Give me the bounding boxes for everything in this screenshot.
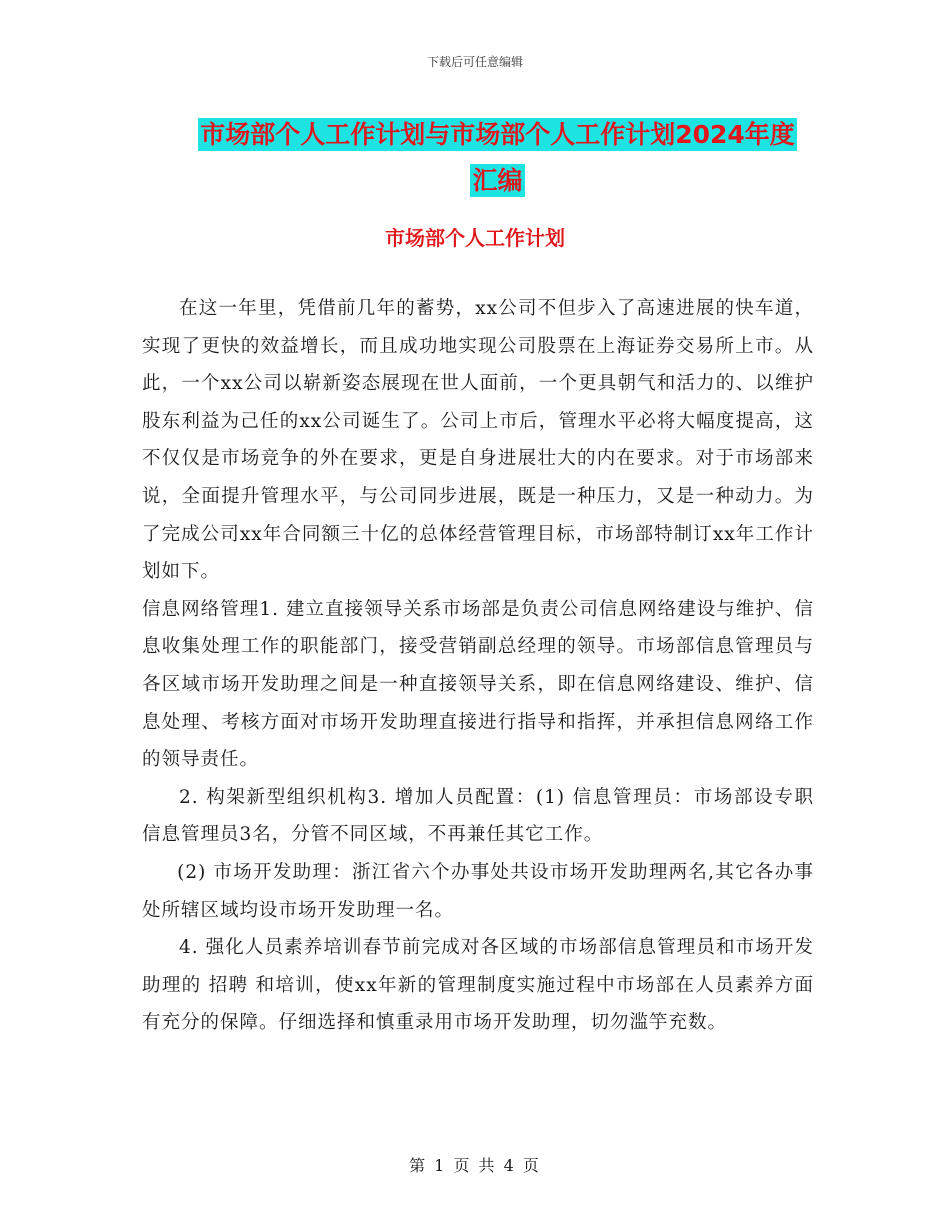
body-text (142, 290, 814, 1042)
paragraph-training: 4. 强化人员素养培训春节前完成对各区域的市场部信息管理员和市场开发助理的 招聘 和培训，使xx年新的管理制度实施过程中市场部在人员素养方面有充分的保障。仔细选择和慎重录用市场开发助理，切勿滥竽充数。 (142, 937, 814, 1034)
document-title-line1: 市场部个人工作计划与市场部个人工作计划2024年度 (200, 120, 795, 149)
paragraph-market-assistant: (2) 市场开发助理：浙江省六个办事处共设市场开发助理两名,其它各办事处所辖区域均设市场开发助理一名。 (142, 861, 814, 921)
paragraph-intro: 在这一年里，凭借前几年的蓄势，xx公司不但步入了高速进展的快车道，实现了更快的效益增长，而且成功地实现公司股票在上海证券交易所上市。从此，一个xx公司以崭新姿态展现在世人面前，一个更具朝气和活力的、以维护股东利益为己任的xx公司诞生了。公司上市后，管理水平必将大幅度提高，这不仅仅是市场竞争的外在要求，更是自身进展壮大的内在要求。对于市场部来说，全面提升管理水平，与公司同步进展，既是一种压力，又是一种动力。为了完成公司xx年合同额三十亿的总体经营管理目标，市场部特制订xx年工作计划如下。 (142, 298, 814, 583)
paragraph-org-structure: 2. 构架新型组织机构3. 增加人员配置：(1) 信息管理员：市场部设专职信息管理员3名，分管不同区域，不再兼任其它工作。 (142, 786, 814, 846)
header-note: 下载后可任意编辑 (426, 55, 523, 69)
document-title (140, 112, 855, 204)
paragraph-info-network: 信息网络管理1. 建立直接领导关系市场部是负责公司信息网络建设与维护、信息收集处理工作的职能部门，接受营销副总经理的领导。市场部信息管理员与各区域市场开发助理之间是一种直接领导关系，即在信息网络建设、维护、信息处理、考核方面对市场开发助理直接进行指导和指挥，并承担信息网络工作的领导责任。 (142, 598, 814, 771)
document-title-line2: 汇编 (472, 166, 523, 195)
page-footer: 第 1 页 共 4 页 (409, 1156, 541, 1175)
section-title: 市场部个人工作计划 (385, 226, 565, 250)
